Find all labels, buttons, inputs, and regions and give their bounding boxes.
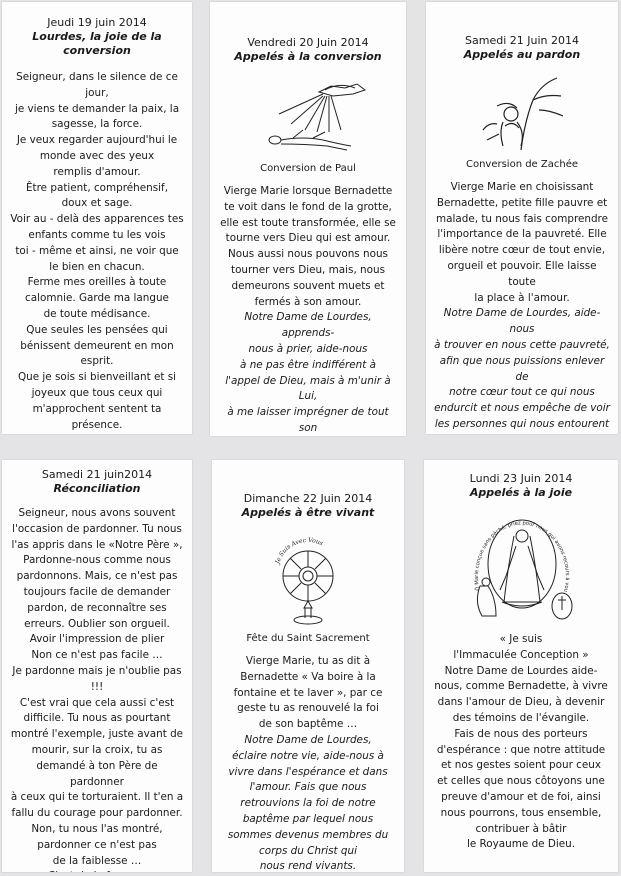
prayer-line: nous, comme Bernadette, à vivre [434, 680, 608, 693]
prayer-card-jeudi [2, 2, 192, 434]
prayer-line-italic: à ne pas être indifférent à [240, 358, 376, 371]
prayer-line: Ferme mes oreilles à toute [27, 276, 167, 289]
prayer-line: à ceux qui te torturaient. Il t'en a [10, 791, 184, 804]
prayer-line-italic: baptême par lequel nous [242, 812, 374, 825]
prayer-line: la place à l'amour. [474, 291, 570, 304]
prayer-line-italic: l'appel de Dieu, mais à m'unir à Lui, [225, 374, 391, 403]
prayer-line: joyeux que tous ceux qui [31, 386, 163, 399]
prayer-line: Être patient, compréhensif, [25, 181, 168, 194]
card-theme: Lourdes, la joie de la conversion [32, 30, 162, 57]
prayer-line: orgueil et pouvoir. Elle laisse toute [447, 259, 597, 288]
prayer-line: Avoir l'impression de plier [29, 633, 165, 646]
prayer-line-italic: afin que nous puissions enlever de [439, 354, 605, 383]
prayer-line: C'est vrai que cela aussi c'est [19, 696, 175, 709]
prayer-line: l'as appris dans le «Notre Père », [11, 538, 183, 551]
prayer-line: malade, tu nous fais comprendre [435, 212, 608, 225]
conversion-of-paul-illustration [243, 74, 373, 156]
card-date: Lundi 23 Juin 2014 [469, 472, 573, 485]
card-theme: Appelés à la joie [469, 486, 573, 499]
prayer-line-italic: Notre Dame de Lourdes, aide-nous [443, 307, 601, 336]
prayer-line: fallu du courage pour pardonner. [11, 807, 183, 820]
prayer-line: calomnie. Garde ma langue [25, 292, 169, 305]
prayer-card-samedi-reconciliation [2, 460, 192, 872]
prayer-line: remplis d'amour. [53, 165, 141, 178]
prayer-line-italic [433, 433, 611, 434]
prayer-line: toi - même et ainsi, ne voir que [15, 244, 179, 257]
prayer-line [9, 869, 185, 872]
prayer-card-vendredi [210, 2, 406, 436]
prayer-line: difficile. Tu nous as pourtant [23, 712, 171, 725]
card-theme: Appelés à être vivant [241, 506, 375, 519]
card-date: Samedi 21 Juin 2014 [465, 34, 579, 47]
prayer-line: des témoins de l'évangile. [452, 711, 590, 724]
prayer-line: te voit dans le fond de la grotte, [224, 200, 392, 213]
prayer-line: geste tu as renouvelé la foi [237, 702, 379, 715]
prayer-text [210, 184, 406, 436]
prayer-text [212, 654, 404, 872]
prayer-line: pardon, de reconnaître ses [27, 601, 167, 614]
prayer-line: pardonnons. Mais, ce n'est pas [16, 570, 178, 583]
prayer-line: monde avec des yeux [39, 149, 155, 162]
prayer-line: je viens te demander la paix, la [14, 102, 180, 115]
prayer-line: libère notre cœur de tout envie, [438, 244, 606, 257]
prayer-line: sagesse, la force. [51, 118, 143, 131]
prayer-line: Vierge Marie en choisissant [450, 181, 594, 193]
prayer-line: dans l'amour de Dieu, à devenir [437, 696, 605, 709]
image-caption: Fête du Saint Sacrement [246, 633, 370, 644]
miraculous-medal-illustration [466, 506, 576, 624]
prayer-line: de toute médisance. [43, 307, 151, 320]
prayer-line: Que je sois si bienveillant et si [17, 371, 177, 384]
prayer-line: de la faiblesse … [52, 854, 142, 867]
prayer-line: Fais de nous des porteurs [454, 727, 588, 740]
card-theme: Appelés à la conversion [234, 50, 382, 63]
prayer-line: Seigneur, nous avons souvent [18, 507, 176, 519]
prayer-line: Nous aussi nous pouvons nous [228, 248, 388, 261]
prayer-line: doux et sage. [61, 197, 133, 210]
prayer-line: pardonner ce n'est pas [37, 838, 157, 851]
prayer-line: Pardonne-nous comme nous [23, 554, 171, 567]
prayer-line-italic: sommes devenus membres du [227, 828, 389, 841]
zacchaeus-illustration [477, 70, 567, 154]
prayer-line: demandé à ton Père de pardonner [36, 759, 158, 788]
image-caption: Conversion de Paul [260, 163, 356, 174]
card-date: Samedi 21 juin2014 [41, 468, 153, 481]
prayer-card-samedi-pardon [426, 2, 618, 434]
prayer-line: Bernadette, petite fille pauvre et [436, 196, 608, 209]
prayer-line: montré l'exemple, juste avant de [10, 728, 184, 741]
prayer-line: l'importance de la pauvreté. Elle [437, 228, 607, 241]
monstrance-illustration [266, 528, 350, 628]
card-date: Vendredi 20 Juin 2014 [247, 36, 369, 49]
prayer-text [424, 632, 618, 853]
prayer-line: nous pourrons, tous ensemble, [440, 806, 602, 819]
monstrance-inscription: Je Suis Avec Vous [274, 536, 325, 565]
prayer-line: Notre Dame de Lourdes aide- [444, 664, 598, 677]
prayer-line-italic: nous à prier, aide-nous [248, 342, 368, 355]
prayer-line-italic: les personnes qui nous entourent [434, 417, 610, 430]
prayer-line: Bernadette « Va boire à la [240, 670, 376, 683]
prayer-line-italic: notre cœur tout ce qui nous [449, 386, 595, 399]
prayer-line: le Royaume de Dieu. [466, 838, 576, 851]
prayer-line: Que seules les pensées qui [26, 323, 168, 336]
prayer-line-italic: l'amour. Fais que nous [249, 781, 367, 794]
prayer-line: l'Immaculée Conception » [453, 648, 589, 661]
card-date: Jeudi 19 juin 2014 [47, 16, 147, 29]
prayer-line: contribuer à bâtir [475, 822, 567, 835]
prayer-line: erreurs. Oublier son orgueil. [24, 617, 170, 630]
prayer-line: et nos gestes soient pour ceux [441, 759, 601, 772]
prayer-line-italic: à trouver en nous cette pauvreté, [434, 338, 610, 351]
prayer-line: Je pardonne mais je n'oublie pas !!! [12, 664, 182, 693]
prayer-line: demeurons souvent muets et [231, 279, 385, 292]
image-caption: Conversion de Zachée [465, 159, 579, 170]
prayer-line: tourne vers Dieu qui est amour. [225, 232, 391, 245]
prayer-line-italic: Notre Dame de Lourdes, [244, 733, 372, 746]
prayer-line: l'occasion de pardonner. Tu nous [12, 522, 182, 535]
card-theme: Réconciliation [53, 482, 141, 495]
prayer-line-italic: endurcit et nous empêche de voir [434, 402, 610, 415]
prayer-line: fermés à son amour. [254, 295, 362, 308]
prayer-line: Vierge Marie lorsque Bernadette [223, 185, 393, 197]
prayer-line-italic: retrouvions la foi de notre [240, 797, 376, 810]
prayer-text [2, 70, 192, 434]
prayer-line-italic: nous rend vivants. [259, 860, 357, 872]
prayer-line: mourir, sur la croix, tu as [31, 743, 163, 756]
prayer-line: fontaine et te laver », par ce [233, 686, 383, 699]
prayer-line: enfants comme tu les vois [28, 228, 166, 241]
prayer-line: « Je suis [499, 633, 543, 645]
prayer-line: Voir au - delà des apparences tes [10, 213, 184, 226]
prayer-line: d'espérance : que notre attitude [436, 743, 606, 756]
prayer-line-italic: corps du Christ qui [259, 844, 357, 857]
prayer-card-dimanche [212, 460, 404, 872]
prayer-line: Non, tu nous l'as montré, [31, 822, 163, 835]
card-theme: Appelés au pardon [463, 48, 581, 61]
prayer-line: tourner vers Dieu, mais, nous [231, 263, 385, 276]
prayer-line: de son baptême … [258, 718, 358, 731]
prayer-line-italic: vivre dans l'espérance et dans [228, 765, 388, 778]
prayer-line: m'approchent sentent ta présence. [32, 402, 162, 431]
prayer-line: toujours facile de demander [23, 585, 171, 598]
prayer-line: Seigneur, dans le silence de ce jour, [16, 71, 178, 99]
prayer-line: Je veux regarder aujourd'hui le [16, 134, 178, 147]
prayer-line: bénissent demeurent en mon esprit. [20, 339, 174, 368]
prayer-line: Vierge Marie, tu as dit à [245, 655, 371, 667]
prayer-line-italic: éclaire notre vie, aide-nous à [232, 749, 384, 762]
card-date: Dimanche 22 Juin 2014 [243, 492, 373, 505]
prayer-line: le bien en chacun. [49, 260, 145, 273]
prayer-line [9, 433, 185, 434]
prayer-line: et celles que nous côtoyons une [437, 775, 605, 788]
prayer-card-lundi [424, 460, 618, 872]
prayer-text [426, 180, 618, 434]
prayer-text [2, 506, 192, 872]
prayer-line: Non ce n'est pas facile … [31, 649, 163, 662]
prayer-line-italic: à me laisser imprégner de tout son [227, 406, 389, 434]
prayer-line-italic: Notre Dame de Lourdes, apprends- [244, 311, 372, 340]
prayer-line: elle est toute transformée, elle se [220, 216, 396, 229]
medal-inscription: Ô Marie conçue sans péché, priez pour nous qui avons recours à vou [473, 520, 571, 593]
prayer-line: preuve d'amour et de foi, ainsi [441, 790, 601, 803]
